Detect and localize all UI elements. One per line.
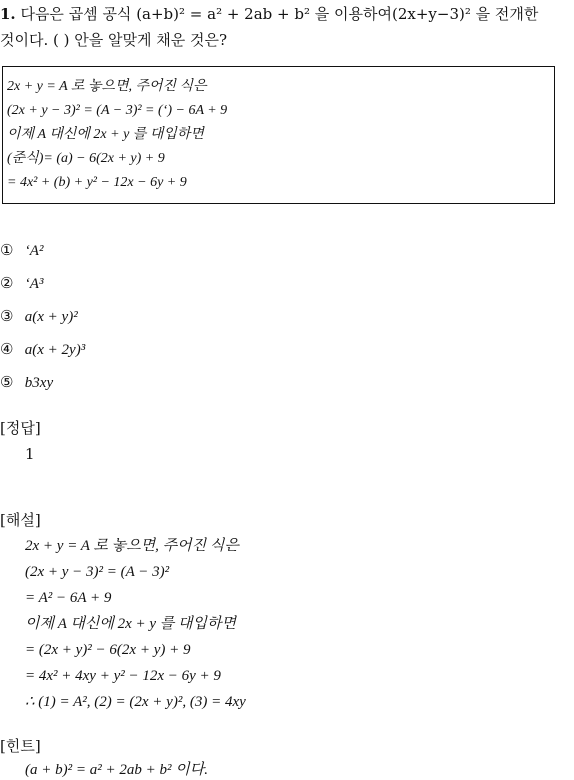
question-text-line-1: 다음은 곱셈 공식 (a+b)² = a² + 2ab + b² 을 이용하여(2x+y−3)² 을 전개한 <box>20 5 539 23</box>
explanation-line: (2x + y − 3)² = (A − 3)² <box>25 564 170 580</box>
box-line: 2x + y = A 로 놓으면, 주어진 식은 <box>7 79 207 94</box>
answer-value: 1 <box>25 445 35 463</box>
choice-mark: ② <box>0 274 14 292</box>
choice-mark: ① <box>0 241 14 259</box>
explanation-line: 이제 A 대신에 2x + y 를 대입하면 <box>25 616 236 632</box>
answer-heading: [정답] <box>0 419 41 437</box>
box-line: 이제 A 대신에 2x + y 를 대입하면 <box>7 127 204 142</box>
box-line: (준식)= (a) − 6(2x + y) + 9 <box>7 151 165 166</box>
question-text-line-2: 것이다. ( ) 안을 알맞게 채운 것은? <box>0 31 228 49</box>
choice-4[interactable] <box>0 339 85 360</box>
hint-text: (a + b)² = a² + 2ab + b² 이다. <box>25 762 208 778</box>
choice-mark: ④ <box>0 340 14 358</box>
choice-text: b3xy <box>24 375 54 391</box>
choice-text: ‘A² <box>24 243 44 259</box>
explanation-conclusion: ∴ (1) = A², (2) = (2x + y)², (3) = 4xy <box>25 694 246 710</box>
explanation-line: 2x + y = A 로 놓으면, 주어진 식은 <box>25 538 239 554</box>
choice-2[interactable] <box>0 273 43 294</box>
hint-heading: [힌트] <box>0 737 41 755</box>
question-number: 1. <box>0 5 16 23</box>
box-line: = 4x² + (b) + y² − 12x − 6y + 9 <box>7 175 187 190</box>
choice-text: ‘A³ <box>24 276 44 292</box>
choice-3[interactable] <box>0 306 78 327</box>
explanation-heading: [해설] <box>0 511 41 529</box>
choice-1[interactable] <box>0 240 43 261</box>
choice-text: a(x + 2y)³ <box>24 342 86 358</box>
choice-mark: ⑤ <box>0 373 14 391</box>
choice-mark: ③ <box>0 307 14 325</box>
explanation-line: = 4x² + 4xy + y² − 12x − 6y + 9 <box>25 668 221 684</box>
question-line-1 <box>0 4 538 24</box>
explanation-line: = (2x + y)² − 6(2x + y) + 9 <box>25 642 191 658</box>
box-line: (2x + y − 3)² = (A − 3)² = (‘) − 6A + 9 <box>7 103 228 118</box>
derivation-box <box>2 66 555 204</box>
choice-5[interactable] <box>0 372 53 393</box>
explanation-line: = A² − 6A + 9 <box>25 590 112 606</box>
choice-text: a(x + y)² <box>24 309 78 325</box>
